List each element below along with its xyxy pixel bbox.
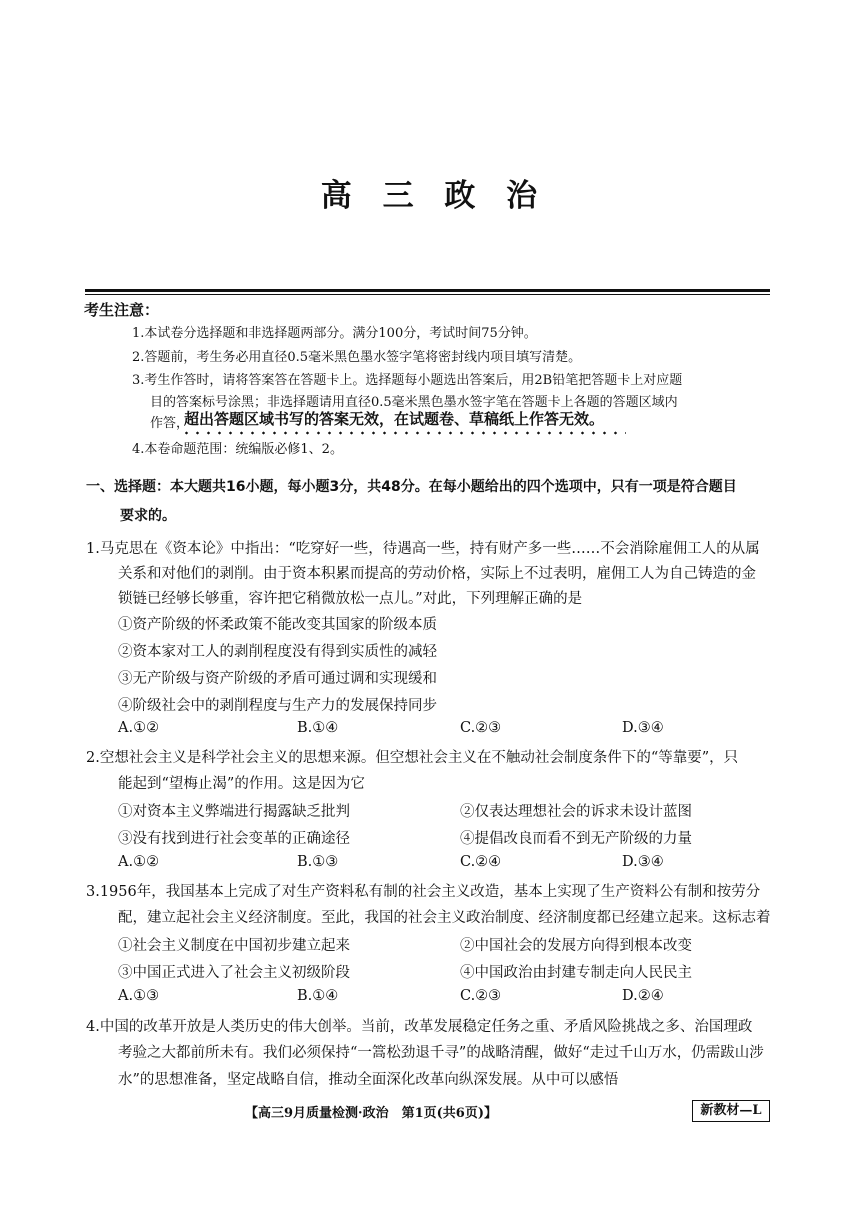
q1-statement: ②资本家对工人的剥削程度没有得到实质性的减轻 bbox=[118, 644, 437, 660]
notice-item-1: 1.本试卷分选择题和非选择题两部分。满分100分，考试时间75分钟。 bbox=[132, 326, 537, 341]
section-heading: 一、选择题：本大题共16小题，每小题3分，共48分。在每小题给出的四个选项中，只有一项是符合题目 bbox=[86, 479, 737, 495]
page-title: 高 三 政 治 bbox=[320, 178, 548, 214]
section-heading-cont: 要求的。 bbox=[120, 508, 176, 524]
q1-choice-c[interactable]: C.②③ bbox=[460, 720, 502, 736]
edition-tag: 新教材—L bbox=[692, 1100, 770, 1122]
divider-thin bbox=[85, 294, 770, 295]
q2-stem-line: 2.空想社会主义是科学社会主义的思想来源。但空想社会主义在不触动社会制度条件下的“等靠要”，只 bbox=[86, 750, 739, 766]
q3-stem-line: 3.1956年，我国基本上完成了对生产资料私有制的社会主义改造，基本上实现了生产资料公有制和按劳分 bbox=[86, 884, 761, 900]
q2-statement: ①对资本主义弊端进行揭露缺乏批判 bbox=[118, 804, 350, 820]
q1-stem-line: 关系和对他们的剥削。由于资本积累而提高的劳动价格，实际上不过表明，雇佣工人为自己铸造的金 bbox=[118, 566, 756, 582]
page-footer: 【高三9月质量检测·政治 第1页(共6页)】 bbox=[245, 1106, 497, 1121]
q4-stem-line: 4.中国的改革开放是人类历史的伟大创举。当前，改革发展稳定任务之重、矛盾风险挑战之多、治国理政 bbox=[86, 1019, 753, 1035]
q1-statement: ③无产阶级与资产阶级的矛盾可通过调和实现缓和 bbox=[118, 671, 437, 687]
q1-choice-a[interactable]: A.①② bbox=[118, 720, 160, 736]
q1-choice-b[interactable]: B.①④ bbox=[297, 720, 339, 736]
q2-statement: ④提倡改良而看不到无产阶级的力量 bbox=[460, 831, 692, 847]
q3-statement: ④中国政治由封建专制走向人民民主 bbox=[460, 965, 692, 981]
q1-stem-line: 1.马克思在《资本论》中指出：“吃穿好一些，待遇高一些，持有财产多一些……不会消除雇佣工人的从属 bbox=[86, 541, 760, 557]
q3-choice-d[interactable]: D.②④ bbox=[622, 988, 664, 1004]
emphasis-dots bbox=[181, 431, 626, 435]
q3-stem-line: 配，建立起社会主义经济制度。至此，我国的社会主义政治制度、经济制度都已经建立起来。这标志着 bbox=[118, 910, 771, 926]
notice-item-4: 4.本卷命题范围：统编版必修1、2。 bbox=[132, 442, 343, 457]
q1-statement: ①资产阶级的怀柔政策不能改变其国家的阶级本质 bbox=[118, 617, 437, 633]
q2-choice-d[interactable]: D.③④ bbox=[622, 854, 664, 870]
q3-statement: ③中国正式进入了社会主义初级阶段 bbox=[118, 965, 350, 981]
q3-statement: ②中国社会的发展方向得到根本改变 bbox=[460, 938, 692, 954]
notice-heading: 考生注意： bbox=[84, 301, 160, 319]
notice-emphasis: 超出答题区域书写的答案无效，在试题卷、草稿纸上作答无效。 bbox=[184, 410, 605, 428]
notice-item-3-end: 作答， bbox=[150, 416, 190, 431]
q3-statement: ①社会主义制度在中国初步建立起来 bbox=[118, 938, 350, 954]
q2-stem-line: 能起到“望梅止渴”的作用。这是因为它 bbox=[118, 776, 365, 792]
q3-choice-a[interactable]: A.①③ bbox=[118, 988, 160, 1004]
q2-choice-c[interactable]: C.②④ bbox=[460, 854, 502, 870]
q3-choice-b[interactable]: B.①④ bbox=[297, 988, 339, 1004]
q4-stem-line: 水”的思想准备，坚定战略自信，推动全面深化改革向纵深发展。从中可以感悟 bbox=[118, 1072, 619, 1088]
q2-statement: ③没有找到进行社会变革的正确途径 bbox=[118, 831, 350, 847]
q2-choice-b[interactable]: B.①③ bbox=[297, 854, 339, 870]
q1-choice-d[interactable]: D.③④ bbox=[622, 720, 664, 736]
q4-stem-line: 考验之大都前所未有。我们必须保持“一篙松劲退千寻”的战略清醒，做好“走过千山万水，仍需跋山涉 bbox=[118, 1045, 764, 1061]
divider-thick bbox=[85, 289, 770, 292]
notice-item-2: 2.答题前，考生务必用直径0.5毫米黑色墨水签字笔将密封线内项目填写清楚。 bbox=[132, 350, 582, 365]
q1-stem-line: 锁链已经够长够重，容许把它稍微放松一点儿。”对此，下列理解正确的是 bbox=[118, 591, 583, 607]
q2-choice-a[interactable]: A.①② bbox=[118, 854, 160, 870]
q3-choice-c[interactable]: C.②③ bbox=[460, 988, 502, 1004]
q2-statement: ②仅表达理想社会的诉求未设计蓝图 bbox=[460, 804, 692, 820]
q1-statement: ④阶级社会中的剥削程度与生产力的发展保持同步 bbox=[118, 698, 437, 714]
notice-item-3: 3.考生作答时，请将答案答在答题卡上。选择题每小题选出答案后，用2B铅笔把答题卡上对应题 bbox=[132, 373, 683, 388]
notice-item-3-cont: 目的答案标号涂黑；非选择题请用直径0.5毫米黑色墨水签字笔在答题卡上各题的答题区域内 bbox=[150, 395, 678, 410]
